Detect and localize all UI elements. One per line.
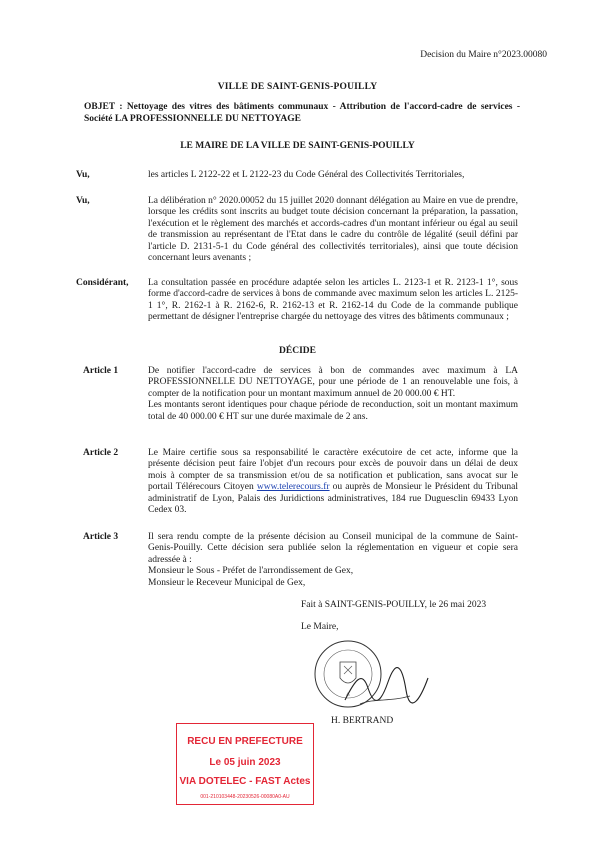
consideration-text: les articles L 2122-22 et L 2122-23 du Code Général des Collectivités Territoriales, xyxy=(148,170,465,180)
article-paragraph: De notifier l'accord-cadre de services à bon de commandes avec maximum à LA PROFESSIONNELLE DU NETTOYAGE, pour une période de 1 an renouvelable une fois, à compter de la notification pour un montant maximum annuel de 20 000.00 € HT. xyxy=(148,366,518,399)
decision-reference: Decision du Maire n°2023.00080 xyxy=(420,50,547,60)
decide-heading: DÉCIDE xyxy=(279,346,316,356)
article-label: Article 3 xyxy=(83,532,119,542)
consideration-label: Considérant, xyxy=(76,278,129,288)
stamp-line: Le 05 juin 2023 xyxy=(209,757,281,768)
authority-title: LE MAIRE DE LA VILLE DE SAINT-GENIS-POUILLY xyxy=(180,141,415,151)
stamp-line: 001-210103448-20230526-00080A0-AU xyxy=(200,794,290,800)
subject: OBJET : Nettoyage des vitres des bâtiments communaux - Attribution de l'accord-cadre de services - Société LA PROFESSIONNELLE DU NETTOYAGE xyxy=(84,102,520,124)
article-paragraph: Il sera rendu compte de la présente décision au Conseil municipal de la commune de Saint-Genis-Pouilly. Cette décision sera publiée selon la réglementation en vigueur et copie sera adressée à : xyxy=(148,532,518,565)
article-body xyxy=(148,448,518,516)
place-date: Fait à SAINT-GENIS-POUILLY, le 26 mai 2023 xyxy=(301,600,487,610)
article-paragraph: Les montants seront identiques pour chaque période de reconduction, soit un montant maximum total de 40 000.00 € HT sur une durée maximale de 2 ans. xyxy=(148,400,518,422)
article-body xyxy=(148,366,518,423)
prefecture-reception-stamp xyxy=(176,723,314,805)
article-paragraph: Monsieur le Receveur Municipal de Gex, xyxy=(148,577,306,588)
consideration-text: La délibération n° 2020.00052 du 15 juillet 2020 donnant délégation au Maire en vue de prendre, lorsque les crédits sont inscrits au budget toute décision concernant la préparation, la passation, l'exécution et le règlement des marchés et accords-cadres d'un montant inférieur ou égal au seuil de transmission au représentant de l'Etat dans le cadre du contrôle de légalité (seuil défini par l'article D. 2131-5-1 du Code général des collectivités territoriales), ainsi que toute décision concernant leurs avenants ; xyxy=(148,196,518,264)
article-label: Article 2 xyxy=(83,448,119,458)
city-title: VILLE DE SAINT-GENIS-POUILLY xyxy=(217,82,378,92)
stamp-line: RECU EN PREFECTURE xyxy=(187,736,303,747)
consideration-text: La consultation passée en procédure adaptée selon les articles L. 2123-1 et R. 2123-1 1°, sous forme d'accord-cadre de services à bons de commande avec maximum selon les articles L. 2125-1 1°, R. 2162-1 à R. 2162-6, R. 2162-13 et R. 2162-14 du Code de la commande publique permettant de désigner l'entreprise chargée du nettoyage des vitres des bâtiments communaux ; xyxy=(148,278,518,323)
stamp-line: VIA DOTELEC - FAST Actes xyxy=(179,776,311,787)
svg-text:⁂: ⁂ xyxy=(346,692,350,697)
telerecours-link[interactable]: www.telerecours.fr xyxy=(256,482,330,493)
consideration-label: Vu, xyxy=(76,196,90,206)
signatory-title: Le Maire, xyxy=(301,622,339,632)
signatory-name: H. BERTRAND xyxy=(331,716,394,726)
article-body xyxy=(148,532,518,589)
article-label: Article 1 xyxy=(83,366,119,376)
article-paragraph: Monsieur le Sous - Préfet de l'arrondissement de Gex, xyxy=(148,566,354,577)
consideration-label: Vu, xyxy=(76,170,90,180)
handwritten-signature-icon xyxy=(340,660,430,710)
article-text: ou auprès de Monsieur le Président du Tribunal administratif de Lyon, Palais des Juridictions administratives, 184 rue Duguesclin 69433 Lyon Cedex 03. xyxy=(148,482,518,516)
article-text: Le Maire certifie sous sa responsabilité le caractère exécutoire de cet acte, informe que la présente décision peut faire l'objet d'un recours pour excès de pouvoir dans un délai de deux mois à compter de sa transmission et/ou de sa notification et publication, sans avocat sur le portail Télérecours Citoyen xyxy=(148,448,518,493)
